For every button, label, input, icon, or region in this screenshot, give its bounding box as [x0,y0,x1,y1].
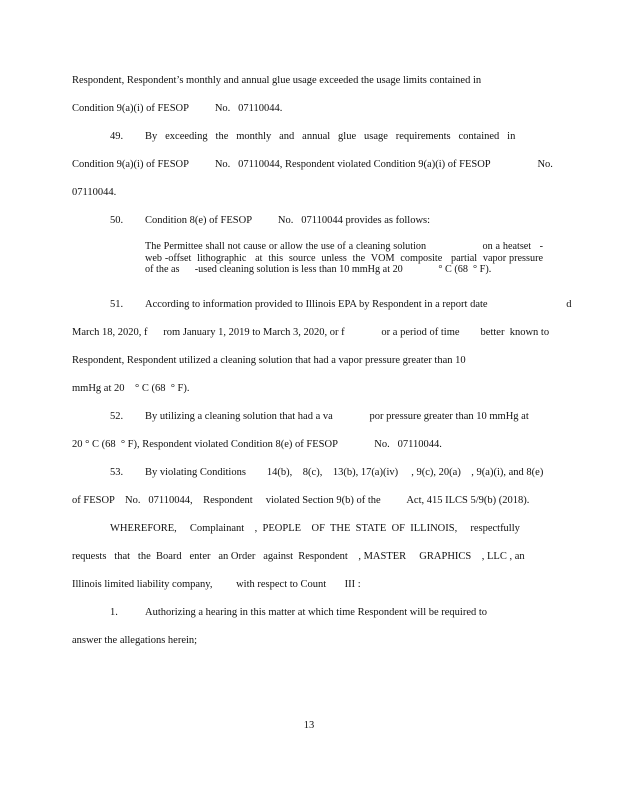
text-line: 07110044. [72,187,117,198]
page-number: 13 [303,720,315,731]
text-line: 20 ° C (68 ° F), Respondent violated Condition 8(e) of FESOP No. 07110044. [72,439,442,450]
text-line: According to information provided to Illinois EPA by Respondent in a report date d [145,299,572,310]
paragraph-number: 51. [110,299,124,310]
text-line: mmHg at 20 ° C (68 ° F). [72,383,190,394]
text-line: By exceeding the monthly and annual glue usage requirements contained in [145,131,516,142]
text-line: Condition 9(a)(i) of FESOP No. 07110044, Respondent violated Condition 9(a)(i) of FESOP No. [72,159,553,170]
block-quote: The Permittee shall not cause or allow the use of a cleaning solution on a heatset -web -offset lithographic at this source unless the VOM composite partial vapor pressure of the as -used cleaning solution is less than 10 mmHg at 20 ° C (68 ° F). [145,241,546,275]
text-line: Respondent, Respondent utilized a cleaning solution that had a vapor pressure greater than 10 [72,355,466,366]
text-line: answer the allegations herein; [72,635,198,646]
text-line: Illinois limited liability company, with respect to Count III : [72,579,361,590]
text-line: requests that the Board enter an Order against Respondent , MASTER GRAPHICS , LLC , an [72,551,525,562]
text-line: Respondent, Respondent’s monthly and annual glue usage exceeded the usage limits contained in [72,75,482,86]
list-number: 1. [110,607,118,618]
paragraph-number: 50. [110,215,124,226]
text-line: of FESOP No. 07110044, Respondent violated Section 9(b) of the Act, 415 ILCS 5/9(b) (2018). [72,495,530,506]
paragraph-number: 52. [110,411,124,422]
text-line: WHEREFORE, Complainant , PEOPLE OF THE STATE OF ILLINOIS, respectfully [110,523,520,534]
text-line: March 18, 2020, f rom January 1, 2019 to March 3, 2020, or f or a period of time better known to [72,327,550,338]
paragraph-number: 49. [110,131,124,142]
text-line: Authorizing a hearing in this matter at which time Respondent will be required to [145,607,488,618]
text-line: By utilizing a cleaning solution that had a va por pressure greater than 10 mmHg at [145,411,529,422]
text-line: Condition 9(a)(i) of FESOP No. 07110044. [72,103,283,114]
paragraph-number: 53. [110,467,124,478]
text-line: Condition 8(e) of FESOP No. 07110044 provides as follows: [145,215,431,226]
text-line: By violating Conditions 14(b), 8(c), 13(b), 17(a)(iv) , 9(c), 20(a) , 9(a)(i), and 8(e) [145,467,544,478]
